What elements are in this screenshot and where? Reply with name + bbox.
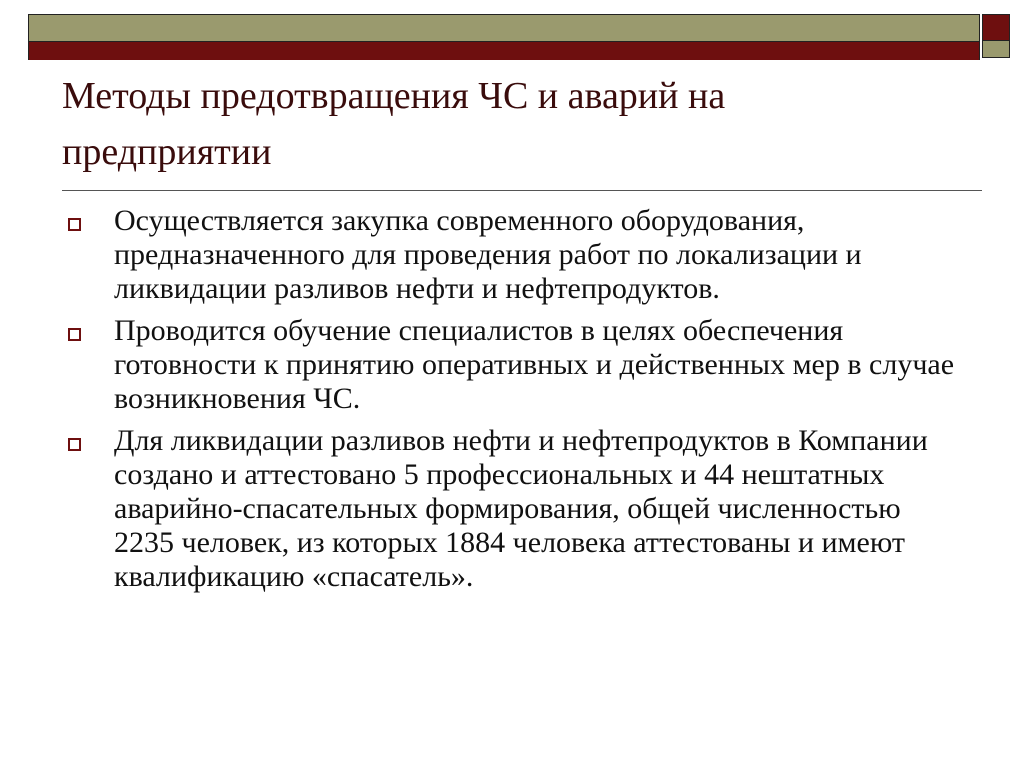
- header-decor-stripe: [29, 41, 979, 60]
- bullet-item: [60, 424, 960, 594]
- header-decor-band: [28, 14, 980, 60]
- title-divider: [62, 190, 982, 191]
- bullet-text: Проводится обучение специалистов в целях обеспечения готовности к принятию оперативных и действенных мер в случае возникновения ЧС.: [114, 314, 955, 415]
- slide-title: Методы предотвращения ЧС и аварий на предприятии: [62, 75, 726, 173]
- hollow-square-bullet-icon: [68, 438, 81, 451]
- bullet-text: Осуществляется закупка современного оборудования, предназначенного для проведения работ по локализации и ликвидации разливов нефти и нефтепродуктов.: [114, 204, 862, 305]
- bullet-item: [60, 204, 960, 306]
- corner-decor-square-bottom: [982, 40, 1010, 58]
- bullet-item: [60, 314, 960, 416]
- bullet-list: [60, 204, 960, 602]
- corner-decor-square-top: [982, 14, 1010, 42]
- hollow-square-bullet-icon: [68, 218, 81, 231]
- bullet-text: Для ликвидации разливов нефти и нефтепродуктов в Компании создано и аттестовано 5 профессиональных и 44 нештатных аварийно-спасательных формирования, общей численностью 2235 человек, из которых 1884 человека аттестованы и имеют квалификацию «спасатель».: [114, 424, 928, 593]
- hollow-square-bullet-icon: [68, 328, 81, 341]
